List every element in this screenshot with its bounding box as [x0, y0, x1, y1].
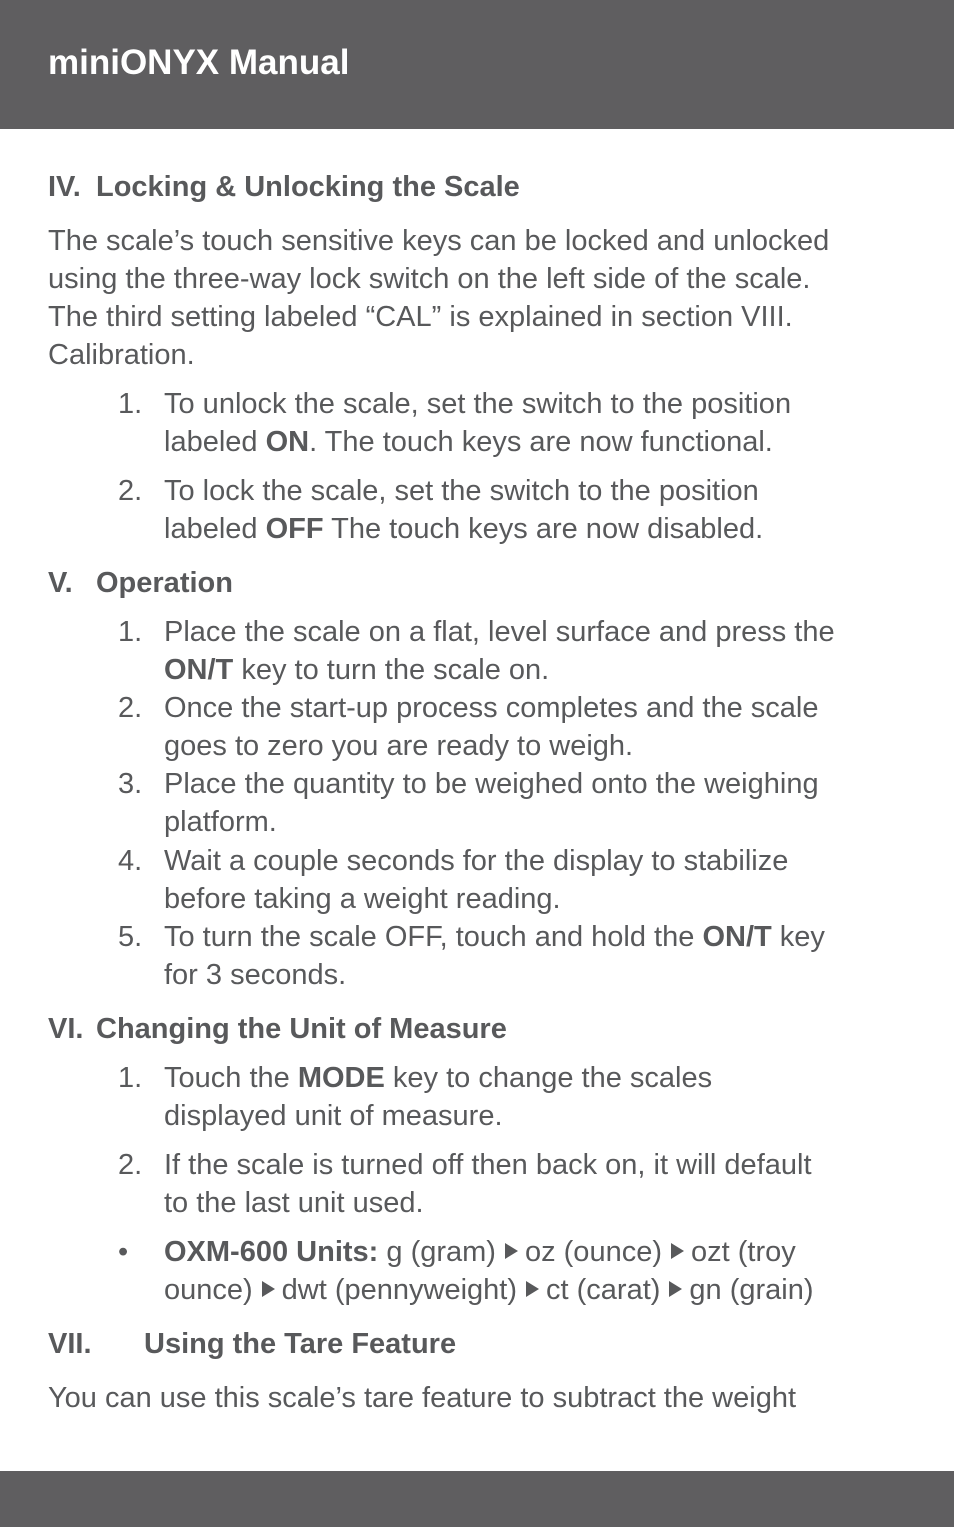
units-label: OXM-600 Units: — [164, 1236, 379, 1268]
arrow-right-icon — [505, 1243, 518, 1259]
list-number: 2. — [118, 1149, 143, 1181]
item-text: key — [771, 921, 825, 953]
item-line — [164, 1271, 918, 1309]
section-heading-locking — [48, 168, 520, 206]
paragraph-line: The scale’s touch sensitive keys can be locked and unlocked — [48, 225, 830, 257]
item-text: Touch the — [164, 1062, 298, 1094]
item-line: Place the scale on a flat, level surface and press the — [164, 616, 835, 648]
list-number: 1. — [118, 616, 143, 648]
list-item — [118, 613, 918, 689]
paragraph-line: Calibration. — [48, 339, 195, 371]
item-line: To lock the scale, set the switch to the position — [164, 475, 759, 507]
list-number: 1. — [118, 1062, 143, 1094]
item-line: To unlock the scale, set the switch to the position — [164, 388, 792, 420]
list-item — [118, 472, 918, 548]
section-title: Changing the Unit of Measure — [96, 1013, 507, 1045]
list-number: 1. — [118, 388, 143, 420]
page-footer — [0, 1471, 954, 1527]
item-text: labeled — [164, 513, 266, 545]
unit-troy-ounce: ozt (troy — [690, 1236, 796, 1268]
unit-grain: gn (grain) — [689, 1274, 814, 1306]
unit-gram: g (gram) — [386, 1236, 496, 1268]
item-line — [164, 510, 918, 548]
item-line: If the scale is turned off then back on, it will default — [164, 1149, 812, 1181]
item-line — [164, 1233, 918, 1271]
tare-intro-paragraph: You can use this scale’s tare feature to subtract the weight — [48, 1382, 797, 1414]
list-number: 2. — [118, 692, 143, 724]
locking-intro-paragraph — [48, 222, 918, 374]
item-text: . The touch keys are now functional. — [309, 426, 773, 458]
key-label-on-t: ON/T — [702, 921, 772, 953]
arrow-right-icon — [262, 1281, 275, 1297]
list-item — [118, 689, 918, 765]
unit-carat: ct (carat) — [546, 1274, 661, 1306]
paragraph-line: The third setting labeled “CAL” is explained in section VIII. — [48, 301, 793, 333]
item-line: for 3 seconds. — [164, 959, 347, 991]
list-item — [118, 385, 918, 461]
item-line — [164, 1059, 918, 1097]
item-line: Place the quantity to be weighed onto the weighing — [164, 768, 819, 800]
list-item — [118, 1146, 918, 1222]
section-title: Locking & Unlocking the Scale — [96, 171, 520, 203]
list-number: 2. — [118, 475, 143, 507]
list-item — [118, 1059, 918, 1135]
item-text: labeled — [164, 426, 266, 458]
list-number: 3. — [118, 768, 143, 800]
section-title: Using the Tare Feature — [144, 1328, 457, 1360]
unit-ounce: oz (ounce) — [524, 1236, 662, 1268]
bullet-icon: • — [118, 1236, 129, 1268]
arrow-right-icon — [671, 1243, 684, 1259]
list-item — [118, 918, 918, 994]
section-heading-unit — [48, 1010, 507, 1048]
item-line: to the last unit used. — [164, 1187, 424, 1219]
section-title: Operation — [96, 567, 233, 599]
item-line — [164, 423, 918, 461]
item-text: To turn the scale OFF, touch and hold the — [164, 921, 703, 953]
item-line — [164, 918, 918, 956]
units-bullet — [118, 1233, 918, 1309]
item-text: key to turn the scale on. — [233, 654, 550, 686]
section-number: IV. — [48, 171, 81, 203]
item-text: The touch keys are now disabled. — [323, 513, 764, 545]
unit-pennyweight: dwt (pennyweight) — [281, 1274, 518, 1306]
section-number: VII. — [48, 1328, 92, 1360]
list-item — [118, 765, 918, 841]
key-label-mode: MODE — [297, 1062, 385, 1094]
item-line: before taking a weight reading. — [164, 883, 561, 915]
key-label-on-t: ON/T — [164, 654, 234, 686]
section-number: V. — [48, 567, 73, 599]
section-heading-operation — [48, 564, 233, 602]
item-line: displayed unit of measure. — [164, 1100, 503, 1132]
paragraph-line: using the three-way lock switch on the left side of the scale. — [48, 263, 811, 295]
item-line: goes to zero you are ready to weigh. — [164, 730, 634, 762]
unit-troy-ounce-cont: ounce) — [164, 1274, 253, 1306]
section-heading-tare — [48, 1325, 456, 1363]
item-line: Wait a couple seconds for the display to stabilize — [164, 845, 789, 877]
arrow-right-icon — [526, 1281, 539, 1297]
section-number: VI. — [48, 1013, 84, 1045]
switch-label-on: ON — [265, 426, 310, 458]
item-line: platform. — [164, 806, 277, 838]
page-header — [0, 0, 954, 129]
manual-title: miniONYX Manual — [48, 43, 350, 82]
item-text: key to change the scales — [384, 1062, 713, 1094]
arrow-right-icon — [669, 1281, 682, 1297]
switch-label-off: OFF — [265, 513, 324, 545]
list-item — [118, 842, 918, 918]
item-line — [164, 651, 918, 689]
item-line: Once the start-up process completes and the scale — [164, 692, 819, 724]
list-number: 4. — [118, 845, 143, 877]
list-number: 5. — [118, 921, 143, 953]
